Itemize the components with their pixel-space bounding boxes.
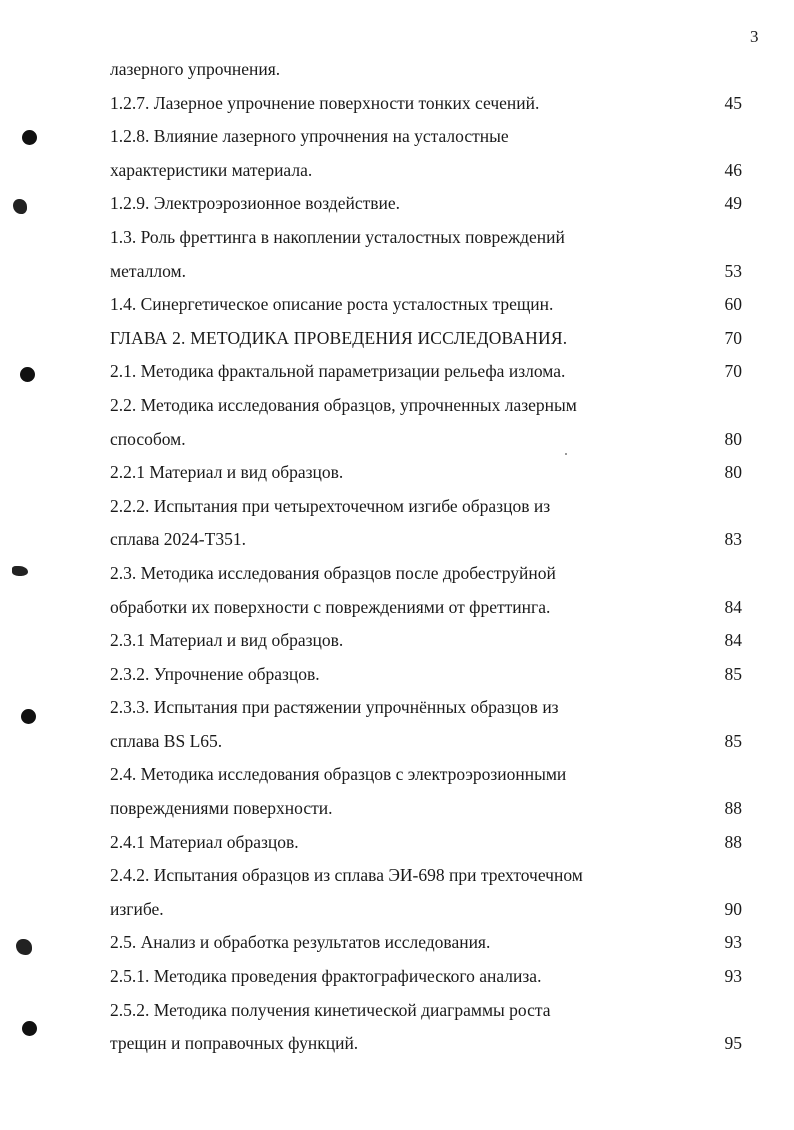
toc-entry: [110, 591, 742, 625]
toc-entry-page: 84: [724, 630, 742, 651]
toc-entry: [110, 994, 742, 1028]
toc-entry-title: 2.4. Методика исследования образцов с электроэрозионными: [110, 764, 567, 785]
toc-entry-page: 93: [724, 932, 742, 953]
toc-entry: [110, 691, 742, 725]
toc-entry: [110, 859, 742, 893]
punch-hole: [22, 130, 37, 145]
toc-entry: [110, 725, 742, 759]
toc-entry-page: 85: [724, 663, 742, 684]
toc-entry: [110, 288, 742, 322]
toc-entry-title: 1.3. Роль фреттинга в накоплении усталостных повреждений: [110, 226, 565, 247]
toc-entry-title: способом.: [110, 428, 186, 449]
toc-entry: [110, 926, 742, 960]
toc-entry: [110, 221, 742, 255]
toc-entry: [110, 523, 742, 557]
toc-entry-title: 2.2.2. Испытания при четырехточечном изгибе образцов из: [110, 495, 551, 516]
punch-hole: [21, 709, 36, 724]
punch-hole: [20, 367, 35, 382]
toc-entry-title: 2.3.3. Испытания при растяжении упрочнённых образцов из: [110, 697, 559, 718]
toc-entry-page: 70: [724, 361, 742, 382]
toc-entry-title: 2.1. Методика фрактальной параметризации рельефа излома.: [110, 361, 566, 382]
toc-entry-title: 2.5.1. Методика проведения фрактографического анализа.: [110, 966, 542, 987]
toc-entry-page: 45: [724, 92, 742, 113]
toc-entry: [110, 423, 742, 457]
toc-entry-title: 1.2.8. Влияние лазерного упрочнения на усталостные: [110, 126, 509, 147]
toc-entry-title: 2.2. Методика исследования образцов, упрочненных лазерным: [110, 394, 577, 415]
toc-entry: [110, 187, 742, 221]
toc-entry: [110, 154, 742, 188]
toc-entry-title: характеристики материала.: [110, 159, 313, 180]
toc-entry-page: 53: [724, 260, 742, 281]
toc-entry-page: 70: [724, 327, 742, 348]
toc-entry: [110, 255, 742, 289]
toc-entry-title: 1.4. Синергетическое описание роста усталостных трещин.: [110, 294, 554, 315]
toc-entry: [110, 490, 742, 524]
toc-entry-title: 2.4.1 Материал образцов.: [110, 831, 299, 852]
toc-entry-page: 83: [724, 529, 742, 550]
toc-entry-page: 84: [724, 596, 742, 617]
toc-entry: [110, 960, 742, 994]
toc-entry: [110, 389, 742, 423]
toc-entry-page: 80: [724, 462, 742, 483]
toc-entry-page: 49: [724, 193, 742, 214]
punch-hole: [22, 1021, 37, 1036]
toc-entry-title: 1.2.9. Электроэрозионное воздействие.: [110, 193, 401, 214]
toc-entry-page: 85: [724, 730, 742, 751]
toc-entry-page: 80: [724, 428, 742, 449]
table-of-contents: [110, 53, 742, 1061]
toc-entry-page: 93: [724, 966, 742, 987]
toc-entry-title: 2.5. Анализ и обработка результатов исследования.: [110, 932, 491, 953]
toc-entry-page: 90: [724, 898, 742, 919]
toc-entry-title: лазерного упрочнения.: [110, 59, 281, 79]
toc-entry: [110, 120, 742, 154]
page-number: 3: [750, 27, 759, 46]
toc-entry-title: 2.2.1 Материал и вид образцов.: [110, 462, 344, 483]
ink-blot: [13, 199, 27, 214]
toc-entry: [110, 355, 742, 389]
toc-entry-title: 1.2.7. Лазерное упрочнение поверхности тонких сечений.: [110, 92, 540, 113]
toc-entry: [110, 53, 742, 87]
toc-entry: [110, 456, 742, 490]
toc-entry-title: сплава 2024-Т351.: [110, 529, 246, 550]
toc-entry: [110, 893, 742, 927]
toc-entry-page: 95: [724, 1033, 742, 1054]
toc-entry-page: 60: [724, 294, 742, 315]
toc-entry-title: 2.3.2. Упрочнение образцов.: [110, 663, 320, 684]
toc-entry-title: ГЛАВА 2. МЕТОДИКА ПРОВЕДЕНИЯ ИССЛЕДОВАНИЯ.: [110, 327, 568, 348]
toc-entry-title: повреждениями поверхности.: [110, 798, 333, 819]
toc-entry: [110, 792, 742, 826]
toc-entry-title: 2.4.2. Испытания образцов из сплава ЭИ-698 при трехточечном: [110, 865, 583, 886]
ink-blot: [12, 566, 28, 576]
toc-entry: [110, 658, 742, 692]
toc-entry: [110, 1027, 742, 1061]
toc-entry: [110, 826, 742, 860]
toc-entry: [110, 758, 742, 792]
toc-entry-page: 88: [724, 831, 742, 852]
toc-entry-title: металлом.: [110, 260, 186, 281]
toc-entry-title: трещин и поправочных функций.: [110, 1033, 359, 1054]
toc-entry-page: 46: [724, 159, 742, 180]
toc-entry: [110, 87, 742, 121]
toc-entry-title: 2.3. Методика исследования образцов после дробеструйной: [110, 562, 556, 583]
toc-entry: [110, 322, 742, 356]
toc-entry: [110, 624, 742, 658]
toc-entry-title: сплава BS L65.: [110, 730, 223, 751]
ink-blot: [16, 939, 32, 955]
toc-entry-title: изгибе.: [110, 898, 164, 919]
toc-entry-title: обработки их поверхности с повреждениями от фреттинга.: [110, 596, 551, 617]
toc-entry-title: 2.5.2. Методика получения кинетической диаграммы роста: [110, 999, 551, 1020]
toc-entry: [110, 557, 742, 591]
toc-entry-page: 88: [724, 798, 742, 819]
toc-entry-title: 2.3.1 Материал и вид образцов.: [110, 630, 344, 651]
